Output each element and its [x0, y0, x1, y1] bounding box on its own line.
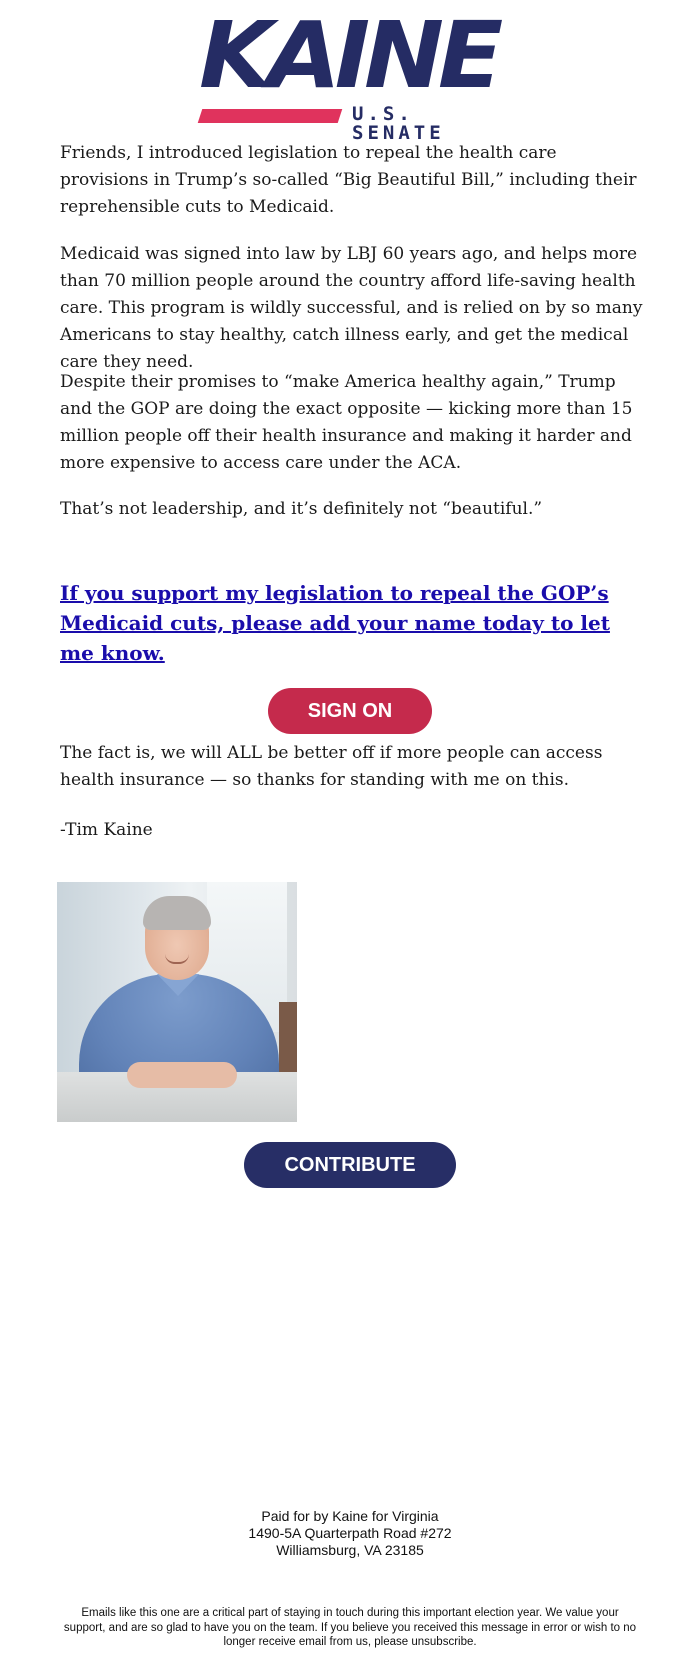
paragraph-gop: Despite their promises to “make America healthy again,” Trump and the GOP are doing the exact opposite — kicking more than 15 million people off their health insurance and making it harder and more expensive to access care under the ACA.	[60, 372, 633, 473]
paragraph-intro: Friends, I introduced legislation to repeal the health care provisions in Trump’s so-called “Big Beautiful Bill,” including their reprehensible cuts to Medicaid.	[60, 143, 637, 217]
contribute-button[interactable]: CONTRIBUTE	[244, 1142, 456, 1188]
sign-petition-link[interactable]: If you support my legislation to repeal the GOP’s Medicaid cuts, please add your name today to let me know.	[60, 581, 610, 665]
photo-hands	[127, 1062, 237, 1088]
tim-kaine-photo	[57, 882, 297, 1122]
logo-subtitle: U.S. SENATE	[352, 103, 445, 144]
signature: -Tim Kaine	[60, 820, 153, 840]
photo-hair	[143, 896, 211, 930]
paid-for-line: Paid for by Kaine for Virginia	[261, 1508, 439, 1524]
sign-on-button[interactable]: SIGN ON	[268, 688, 432, 734]
paragraph-medicaid: Medicaid was signed into law by LBJ 60 years ago, and helps more than 70 million people around the country afford life-saving health care. This program is wildly successful, and is relied on by so many Americans to stay healthy, catch illness early, and get the medical care they need.	[60, 244, 643, 372]
city-line: Williamsburg, VA 23185	[276, 1542, 424, 1558]
address-line: 1490-5A Quarterpath Road #272	[248, 1525, 452, 1541]
logo-wordmark: KAINE	[198, 2, 498, 109]
kaine-logo	[198, 2, 498, 144]
paragraph-leadership: That’s not leadership, and it’s definitely not “beautiful.”	[60, 499, 543, 519]
paragraph-closing: The fact is, we will ALL be better off if more people can access health insurance — so thanks for standing with me on this.	[60, 743, 603, 790]
unsubscribe-note: Emails like this one are a critical part of staying in touch during this important election year. We value your support, and are so glad to have you on the team. If you believe you received this message in error or wish to no longer receive email from us, please unsubscribe.	[63, 1607, 637, 1648]
paid-for-disclaimer	[0, 1508, 700, 1559]
logo-stripe	[198, 109, 343, 123]
